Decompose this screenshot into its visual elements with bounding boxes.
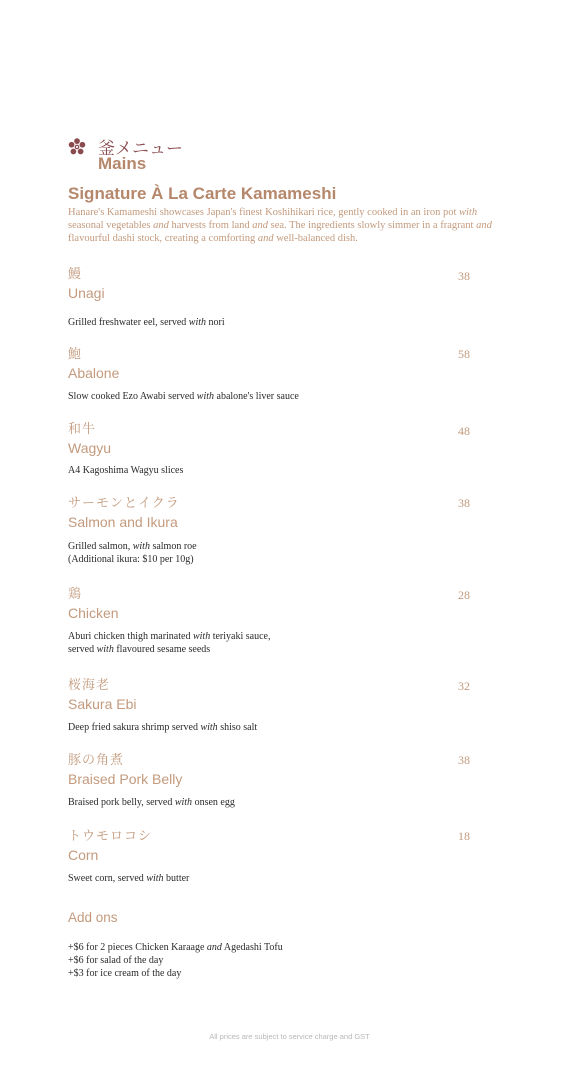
item-price: 28 (458, 588, 470, 602)
item-description: Braised pork belly, served with onsen egg (68, 797, 235, 808)
menu-title-jp: 釜メニュー (98, 139, 183, 159)
section-title: Signature À La Carte Kamameshi (68, 184, 337, 203)
menu-item-abalone (68, 346, 488, 402)
item-name-jp: サーモンとイクラ (68, 496, 180, 511)
item-description: Slow cooked Ezo Awabi served with abalone's liver sauce (68, 391, 299, 402)
menu-title-en: Mains (98, 154, 147, 173)
item-price: 38 (458, 496, 470, 510)
item-description: Grilled salmon, with salmon roe (Additional ikura: $10 per 10g) (68, 541, 197, 565)
item-description: Aburi chicken thigh marinated with teriyaki sauce, served with flavoured sesame seeds (68, 631, 271, 655)
section-intro: Hanare's Kamameshi showcases Japan's finest Koshihikari rice, gently cooked in an iron pot with seasonal vegetables and harvests from land and sea. The ingredients slowly simmer in a fragrant and flavourful dashi stock, creating a comforting and well-balanced dish. (68, 207, 492, 244)
item-price: 32 (458, 679, 470, 693)
item-description: Grilled freshwater eel, served with nori (68, 317, 225, 328)
item-name-jp: 桜海老 (68, 678, 111, 693)
menu-item-unagi (68, 266, 488, 328)
menu-item-chicken (68, 586, 488, 655)
menu-item-braised-pork-belly (68, 752, 488, 808)
item-name-en: Abalone (68, 365, 120, 381)
item-name-jp: 和牛 (68, 422, 97, 437)
menu-item-sakura-ebi (68, 677, 488, 733)
item-price: 18 (458, 829, 470, 843)
item-name-jp: 鶏 (68, 587, 83, 602)
item-name-jp: 鮑 (68, 347, 83, 362)
addon-line: +$6 for 2 pieces Chicken Karaage and Agedashi Tofu (68, 942, 283, 953)
item-name-en: Wagyu (68, 440, 112, 456)
flower-icon (68, 138, 86, 156)
item-name-en: Corn (68, 847, 99, 863)
item-price: 38 (458, 753, 470, 767)
item-price: 38 (458, 269, 470, 283)
item-name-jp: トウモロコシ (68, 829, 153, 844)
item-name-en: Unagi (68, 285, 105, 301)
item-name-jp: 豚の角煮 (68, 753, 125, 768)
item-name-en: Braised Pork Belly (68, 771, 183, 787)
menu-item-salmon-ikura (68, 495, 488, 565)
price-footnote: All prices are subject to service charge and GST (209, 1032, 370, 1041)
item-name-en: Chicken (68, 605, 119, 621)
addon-line: +$3 for ice cream of the day (68, 968, 182, 979)
item-description: A4 Kagoshima Wagyu slices (68, 465, 184, 476)
item-name-en: Salmon and Ikura (68, 514, 178, 530)
addons-title: Add ons (68, 910, 118, 925)
menu-item-wagyu (68, 421, 488, 476)
item-price: 48 (458, 424, 470, 438)
item-description: Sweet corn, served with butter (68, 873, 190, 884)
item-description: Deep fried sakura shrimp served with shiso salt (68, 722, 258, 733)
item-name-en: Sakura Ebi (68, 696, 137, 712)
item-name-jp: 鰻 (68, 267, 83, 282)
addons-list (68, 941, 283, 980)
addon-line: +$6 for salad of the day (68, 955, 164, 966)
item-price: 58 (458, 347, 470, 361)
menu-item-corn (68, 828, 488, 884)
